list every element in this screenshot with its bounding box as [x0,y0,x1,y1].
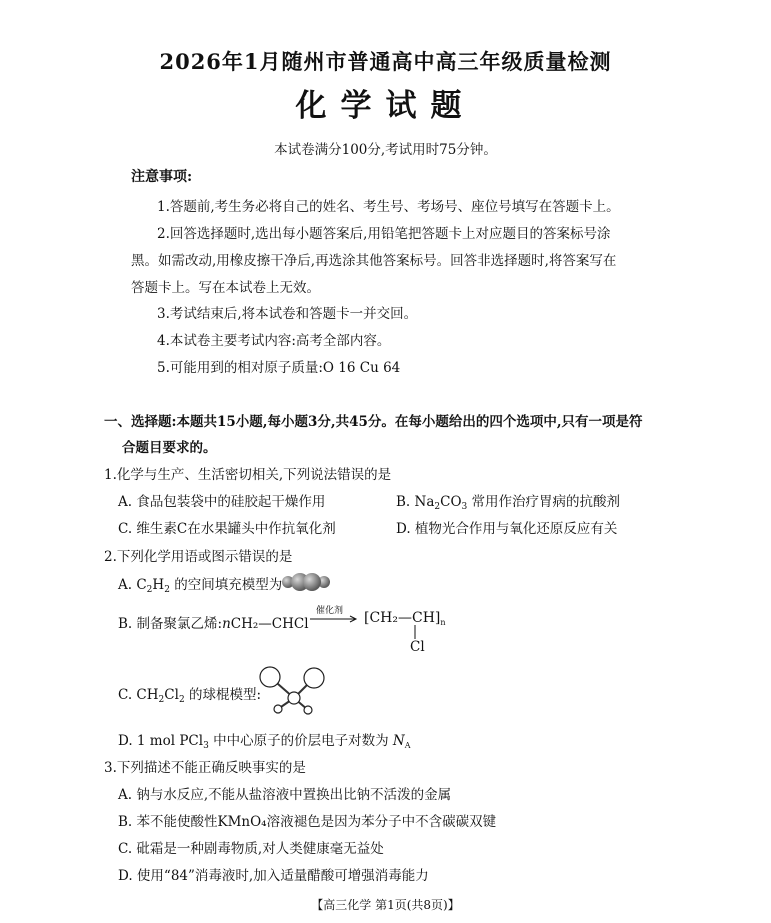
notice-heading: 注意事项: [131,169,193,185]
subject-title: 化学试题 [295,88,476,124]
q2-option-d: D. 1 mol PCl$_3$ 中中心原子的价层电子对数为 $N_A$ [118,733,411,751]
q3-stem: 3.下列描述不能正确反映事实的是 [104,760,306,776]
q1-option-b: B. $Na_2CO_3$ 常用作治疗胃病的抗酸剂 [396,494,621,512]
q2-option-c: C. $CH_2Cl_2$ 的球棍模型: [118,687,262,705]
pvc-cl: Cl [410,639,425,655]
notice-item-4: 4.本试卷主要考试内容:高考全部内容。 [157,333,391,349]
notice-item-1: 1.答题前,考生务必将自己的姓名、考生号、考场号、座位号填写在答题卡上。 [157,199,620,215]
notice-item-2-cont2: 答题卡上。写在本试卷上无效。 [131,280,320,296]
notice-item-2: 2.回答选择题时,选出每小题答案后,用铅笔把答题卡上对应题目的答案标号涂 [157,226,611,242]
q2-stem: 2.下列化学用语或图示错误的是 [104,549,293,565]
ch2cl2-ball-stick-model [256,664,328,724]
catalyst-label: 催化剂 [316,606,344,616]
q3-option-b: B. 苯不能使酸性KMnO₄溶液褪色是因为苯分子中不含碳碳双键 [118,814,497,830]
exam-title: 2026年1月随州市普通高中高三年级质量检测 [159,49,612,74]
q1-option-a: A. 食品包装袋中的硅胶起干燥作用 [118,494,326,510]
q2-option-a: A. $C_2H_2$ 的空间填充模型为 [118,577,283,595]
acetylene-space-filling-model [280,571,332,593]
notice-item-3: 3.考试结束后,将本试卷和答题卡一并交回。 [157,306,418,322]
cl-bond [412,625,418,639]
page-footer: 【高三化学 第1页(共8页)】 [311,898,460,912]
q1-stem: 1.化学与生产、生活密切相关,下列说法错误的是 [104,467,392,483]
notice-item-5: 5.可能用到的相对原子质量:O 16 Cu 64 [157,360,401,376]
q1-option-c: C. 维生素C在水果罐头中作抗氧化剂 [118,521,336,537]
q2-option-b: B. 制备聚氯乙烯:nCH₂—CHCl [118,616,309,632]
q3-option-a: A. 钠与水反应,不能从盐溶液中置换出比钠不活泼的金属 [118,787,452,803]
section1-heading: 一、选择题:本题共15小题,每小题3分,共45分。在每小题给出的四个选项中,只有一项是符 [104,414,643,430]
pvc-product: $[CH_2—CH]_n$ [364,610,446,627]
q3-option-d: D. 使用“84”消毒液时,加入适量醋酸可增强消毒能力 [118,868,429,884]
section1-heading-cont: 合题目要求的。 [122,440,217,456]
q1-option-d: D. 植物光合作用与氧化还原反应有关 [396,521,618,537]
exam-intro: 本试卷满分100分,考试用时75分钟。 [274,142,497,158]
q3-option-c: C. 砒霜是一种剧毒物质,对人类健康毫无益处 [118,841,384,857]
notice-item-2-cont: 黑。如需改动,用橡皮擦干净后,再选涂其他答案标号。回答非选择题时,将答案写在 [131,253,617,269]
reaction-arrow [310,614,360,624]
